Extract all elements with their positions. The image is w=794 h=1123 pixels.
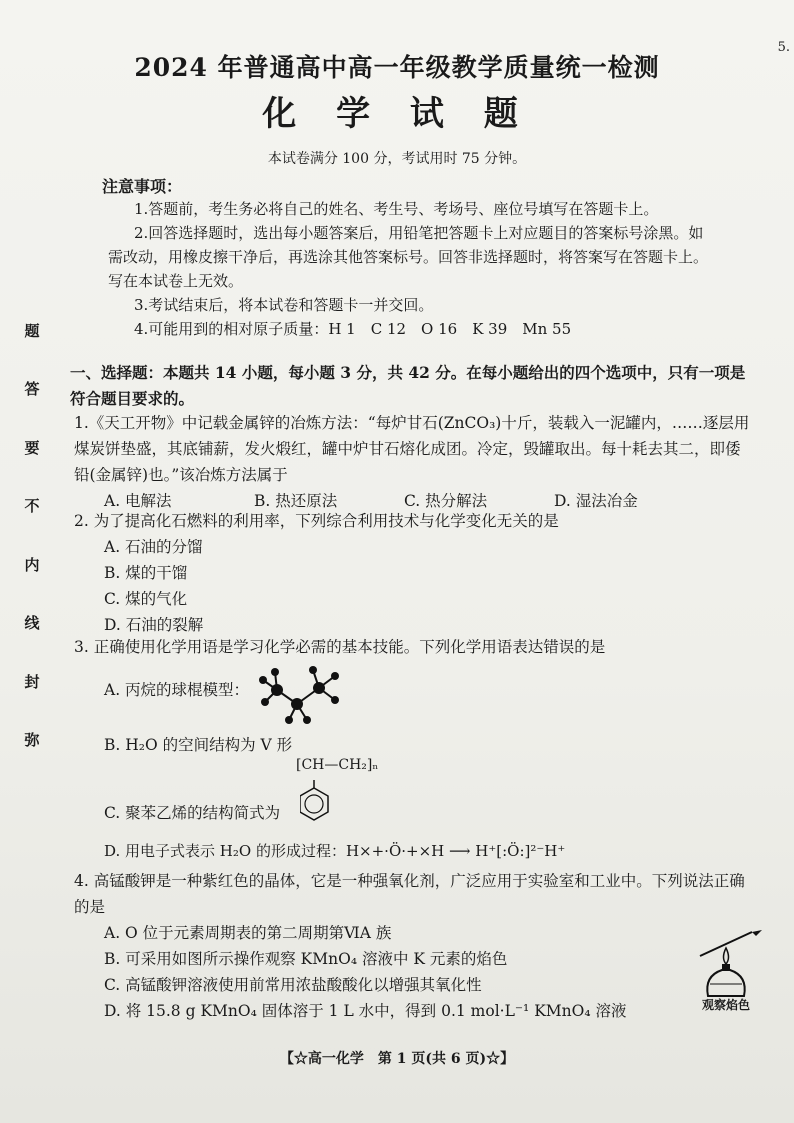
notes-heading: 注意事项： [102,177,183,196]
option-b: B. 可采用如图所示操作观察 KMnO₄ 溶液中 K 元素的焰色 [104,950,508,968]
note-item: 2.回答选择题时，选出每小题答案后，用铅笔把答题卡上对应题目的答案标号涂黑。如需改动，用橡皮擦干净后，再选涂其他答案标号。回答非选择题时，将答案写在答题卡上。写在本试卷上无效。 [108,224,709,290]
alcohol-lamp-flame-test-icon [686,926,766,998]
option-d: D. 湿法冶金 [554,492,638,510]
q3-option-d: D. 用电子式表示 H₂O 的形成过程：H×+·Ö·+×H ⟶ H⁺[:Ö:]²⁻H⁺ [104,842,566,860]
question-stem: 1.《天工开物》中记载金属锌的冶炼方法：“每炉甘石(ZnCO₃)十斤，装载入一泥罐内，……逐层用煤炭饼垫盛，其底铺薪，发火煅红，罐中炉甘石熔化成团。冷定，毁罐取出。每十耗去其二，即倭铅(金属锌)也。”该冶炼方法属于 [74,414,750,484]
propane-ball-stick-model [255,660,345,728]
margin-char: 题 [24,322,40,340]
margin-char: 弥 [24,730,40,749]
note-item: 3.考试结束后，将本试卷和答题卡一并交回。 [134,296,434,314]
option-c: C. 高锰酸钾溶液使用前常用浓盐酸酸化以增强其氧化性 [104,976,482,994]
margin-char: 内 [24,555,40,574]
question-4 [74,868,750,1024]
section-heading: 一、选择题：本题共 14 小题，每小题 3 分，共 42 分。在每小题给出的四个选项中，只有一项是符合题目要求的。 [70,363,746,408]
question-3-stem: 3. 正确使用化学用语是学习化学必需的基本技能。下列化学用语表达错误的是 [74,638,606,656]
margin-char: 不 [24,497,40,516]
margin-char: 答 [24,380,40,399]
option-a: A. 电解法 [104,492,172,510]
option-d: D. 石油的裂解 [104,616,204,634]
question-1 [74,410,750,514]
option-c: C. 煤的气化 [104,590,188,608]
notes-list [108,197,708,341]
q3-option-c: C. 聚苯乙烯的结构简式为 [104,804,281,822]
note-item: 4.可能用到的相对原子质量：H 1 C 12 O 16 K 39 Mn 55 [134,320,572,338]
option-c: C. 热分解法 [404,492,488,510]
margin-char: 线 [24,614,40,633]
option-d: D. 将 15.8 g KMnO₄ 固体溶于 1 L 水中，得到 0.1 mol·L⁻¹ KMnO₄ 溶液 [104,1002,627,1020]
exam-subject: 化 学 试 题 [262,94,532,134]
exam-title: 2024 年普通高中高一年级教学质量统一检测 [134,53,660,82]
margin-char: 封 [24,672,40,691]
polystyrene-repeat-unit: [CH—CH₂]ₙ [296,757,379,773]
benzene-ring-icon [300,780,340,826]
page-footer: 【☆高一化学 第 1 页(共 6 页)☆】 [279,1051,515,1067]
option-a: A. 石油的分馏 [104,538,203,556]
option-a: A. O 位于元素周期表的第二周期第ⅥA 族 [104,924,392,942]
option-b: B. 热还原法 [254,492,338,510]
note-item: 1.答题前，考生务必将自己的姓名、考生号、考场号、座位号填写在答题卡上。 [134,200,659,218]
option-b: B. 煤的干馏 [104,564,188,582]
question-stem: 4. 高锰酸钾是一种紫红色的晶体，它是一种强氧化剂，广泛应用于实验室和工业中。下列说法正确的是 [74,872,745,916]
question-stem: 2. 为了提高化石燃料的利用率，下列综合利用技术与化学变化无关的是 [74,512,559,530]
exam-info: 本试卷满分 100 分，考试用时 75 分钟。 [267,151,527,167]
seal-line-margin [14,320,50,750]
margin-char: 要 [24,438,40,457]
page-corner-mark: 5. [777,40,790,55]
q3-option-b: B. H₂O 的空间结构为 V 形 [104,736,293,754]
q3-option-a: A. 丙烷的球棍模型： [104,681,250,699]
figure-caption: 观察焰色 [702,998,751,1012]
question-2 [74,508,750,638]
